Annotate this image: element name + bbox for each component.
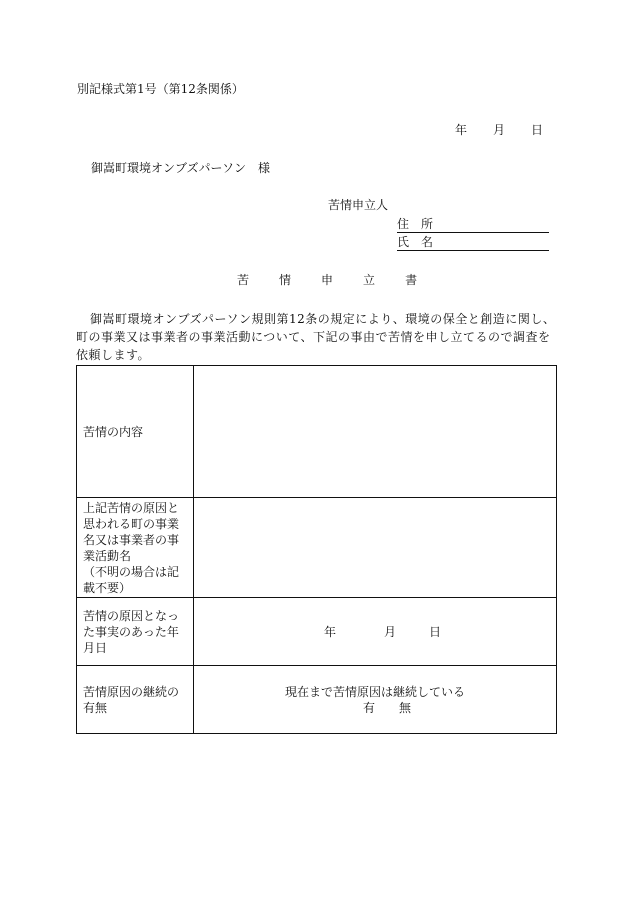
incident-year: 年 [323,625,336,639]
name-field[interactable] [397,236,549,251]
date-day: 日 [531,123,544,137]
continuity-yes[interactable]: 有 [362,700,375,715]
complaint-form-table [76,365,557,734]
incident-month: 月 [383,625,396,639]
continuity-label: 苦情原因の継続の有無 [77,666,194,734]
incident-date-label: 苦情の原因となった事実のあった年月日 [77,598,194,666]
address-field[interactable] [397,218,549,233]
incident-day: 日 [428,625,441,639]
document-title [237,274,417,286]
continuity-no[interactable]: 無 [398,700,411,715]
date-month: 月 [493,123,506,137]
form-number: 別記様式第1号（第12条関係） [77,82,244,96]
name-label: 氏 名 [397,235,434,249]
title-char: 苦 [237,273,250,287]
title-char: 申 [321,273,334,287]
complainant-title: 苦情申立人 [328,198,389,212]
title-char: 立 [363,273,376,287]
title-char: 情 [279,273,292,287]
continuity-options [194,700,556,716]
addressee: 御嵩町環境オンブズパーソン 様 [91,161,271,175]
continuity-text: 現在まで苦情原因は継続している [284,684,465,699]
continuity-field[interactable] [194,666,557,734]
incident-date-field[interactable] [194,598,557,666]
cause-activity-field[interactable] [194,498,557,598]
table-row [77,598,557,666]
table-row [77,666,557,734]
table-row [77,498,557,598]
table-row [77,366,557,498]
cause-activity-label: 上記苦情の原因と思われる町の事業名又は事業者の事業活動名 （不明の場合は記載不要） [77,498,194,598]
submission-date [455,124,543,136]
date-year: 年 [455,123,468,137]
complaint-content-field[interactable] [194,366,557,498]
title-char: 書 [405,273,418,287]
address-label: 住 所 [397,217,434,231]
complaint-content-label: 苦情の内容 [77,366,194,498]
intro-paragraph: 御嵩町環境オンブズパーソン規則第12条の規定により、環境の保全と創造に関し、町の事業又は事業者の事業活動について、下記の事由で苦情を申し立てるので調査を依頼します。 [76,312,556,362]
